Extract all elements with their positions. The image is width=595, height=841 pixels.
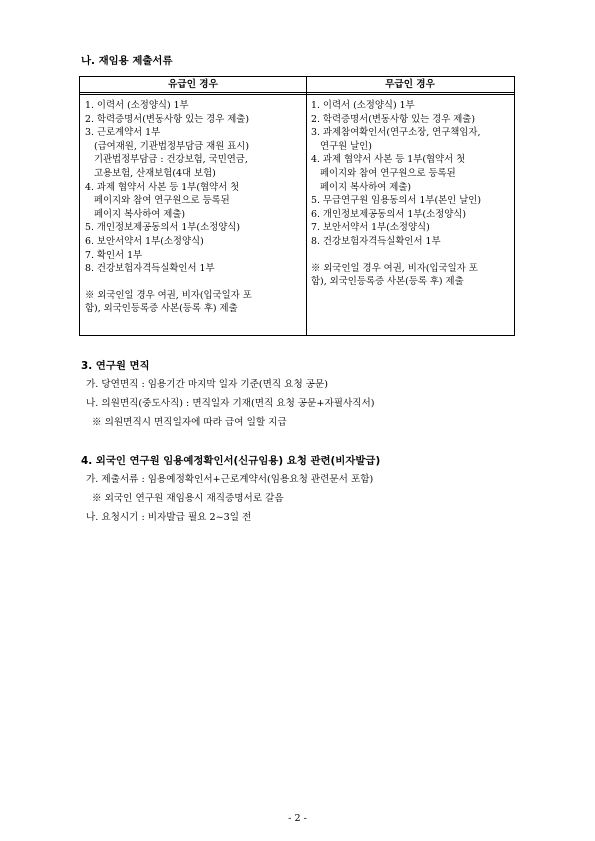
list-item: 연구원 날인) (311, 140, 372, 152)
list-item: 7. 확인서 1부 (85, 249, 143, 261)
unpaid-header: 무급인 경우 (306, 77, 514, 95)
unpaid-list (306, 95, 514, 289)
list-item: 페이지와 참여 연구원으로 등록된 (85, 195, 230, 207)
list-item: 7. 보안서약서 1부(소정양식) (311, 222, 430, 234)
list-item: (급여재원, 기관법정부담금 재원 표시) (85, 140, 250, 152)
list-item: 기관법정부담금 : 건강보험, 국민연금, (85, 154, 248, 166)
list-item: 8. 건강보험자격득실확인서 1부 (311, 235, 441, 247)
list-item: 고용보험, 산재보험(4대 보험) (85, 167, 216, 179)
section-3-line: 나. 의원면직(중도사직) : 면직일자 기재(면직 요청 공문+자필사직서) (86, 398, 375, 409)
list-item: 5. 개인정보제공동의서 1부(소정양식) (85, 222, 240, 234)
note-line: 함), 외국인등록증 사본(등록 후) 제출 (85, 303, 238, 315)
list-item: 4. 과제 협약서 사본 등 1부(협약서 첫 (311, 154, 466, 166)
list-item: 3. 과제참여확인서(연구소장, 연구책임자, (311, 127, 481, 139)
list-item: 4. 과제 협약서 사본 등 1부(협약서 첫 (85, 181, 240, 193)
section-4-title: 4. 외국인 연구원 임용예정확인서(신규임용) 요청 관련(비자발급) (81, 455, 381, 467)
section-3-line: 가. 당연면직 : 임용기간 마지막 일자 기준(면직 요청 공문) (86, 379, 329, 390)
note-line: ※ 외국인일 경우 여권, 비자(입국일자 포 (311, 262, 478, 274)
section-4-note: ※ 외국인 연구원 재임용시 재직증명서로 갈음 (92, 493, 284, 504)
list-item: 1. 이력서 (소정양식) 1부 (311, 100, 415, 111)
list-item: 3. 근로계약서 1부 (85, 127, 161, 139)
list-item: 페이지 복사하여 제출) (311, 181, 412, 193)
list-item: 6. 개인정보제공동의서 1부(소정양식) (311, 208, 466, 220)
unpaid-column (306, 77, 514, 335)
page-number: - 2 - (288, 813, 307, 824)
list-item: 1. 이력서 (소정양식) 1부 (85, 100, 189, 111)
subsection-heading: 나. 재임용 제출서류 (81, 55, 173, 67)
section-4-line: 나. 요청시기 : 비자발급 필요 2~3일 전 (86, 512, 252, 523)
section-3-note: ※ 의원면직시 면직일자에 따라 급여 일할 지급 (92, 417, 287, 428)
section-4-line: 가. 제출서류 : 임용예정확인서+근로계약서(임용요청 관련문서 포함) (86, 474, 374, 485)
note-line: 함), 외국인등록증 사본(등록 후) 제출 (311, 276, 464, 288)
paid-header: 유급인 경우 (80, 77, 306, 95)
foreigner-note (85, 289, 302, 316)
list-item: 8. 건강보험자격득실확인서 1부 (85, 263, 215, 275)
list-item: 2. 학력증명서(변동사항 있는 경우 제출) (85, 113, 250, 125)
documents-table (79, 76, 515, 336)
note-line: ※ 외국인일 경우 여권, 비자(입국일자 포 (85, 289, 252, 301)
list-item: 페이지 복사하여 제출) (85, 208, 186, 220)
section-3-title: 3. 연구원 면직 (81, 360, 150, 372)
paid-list (80, 95, 306, 316)
list-item: 5. 무급연구원 임용동의서 1부(본인 날인) (311, 195, 481, 207)
list-item: 페이지와 참여 연구원으로 등록된 (311, 167, 456, 179)
paid-column (80, 77, 307, 335)
foreigner-note (311, 262, 510, 289)
list-item: 6. 보안서약서 1부(소정양식) (85, 235, 204, 247)
list-item: 2. 학력증명서(변동사항 있는 경우 제출) (311, 113, 476, 125)
